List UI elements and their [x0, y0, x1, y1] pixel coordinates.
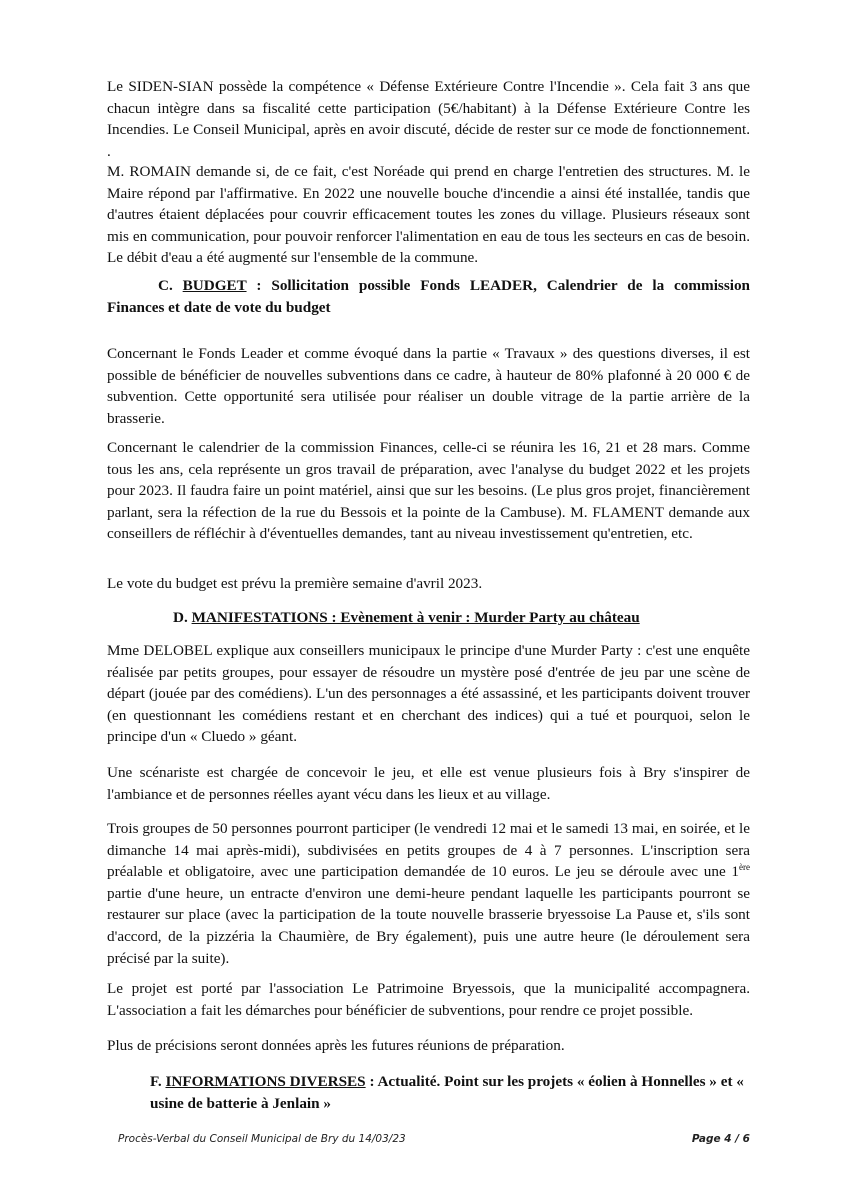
footer-page-number: Page 4 / 6 — [691, 1133, 750, 1145]
footer-document-title: Procès-Verbal du Conseil Municipal de Bry du 14/03/23 — [118, 1133, 406, 1145]
section-c-title-rest: : Sollicitation possible Fonds LEADER, Calendrier de la commission Finances et date de vote du budget — [107, 277, 750, 316]
section-f-title-underlined: INFORMATIONS DIVERSES — [165, 1073, 366, 1090]
section-d-paragraph-1: Mme DELOBEL explique aux conseillers municipaux le principe d'une Murder Party : c'est une enquête réalisée par petits groupes, pour essayer de résoudre un mystère posé d'entrée de jeu par une scène de départ (jouée par des comédiens). L'un des personnages a été assassiné, et les participants doivent trouver (en questionnant les comédiens restant et en cherchant des indices) qui a tué et pourquoi, selon le principe d'un « Cluedo » géant. — [107, 642, 750, 746]
intro-paragraph-1: Le SIDEN-SIAN possède la compétence « Défense Extérieure Contre l'Incendie ». Cela fait 3 ans que chacun intègre dans sa fiscalité cette participation (5€/habitant) à la Défense Extérieure Contre les Incendies. Le Conseil Municipal, après en avoir discuté, décide de rester sur ce mode de fonctionnement. . — [107, 78, 750, 160]
section-c-heading — [107, 275, 750, 318]
section-d-paragraph-4: Le projet est porté par l'association Le Patrimoine Bryessois, que la municipalité accompagnera. L'association a fait les démarches pour bénéficier de subventions, pour rendre ce projet possible. — [107, 980, 750, 1019]
section-d-paragraph-3 — [107, 818, 750, 969]
section-d-paragraph-5: Plus de précisions seront données après les futures réunions de préparation. — [107, 1037, 565, 1054]
section-c-title-underlined: BUDGET — [182, 277, 247, 294]
section-d-paragraph-3-a: Trois groupes de 50 personnes pourront participer (le vendredi 12 mai et le samedi 13 mai, en soirée, et le dimanche 14 mai après-midi), subdivisées en petits groupes de 4 à 7 personnes. L'inscription sera préalable et obligatoire, avec une participation demandée de 10 euros. Le jeu se déroule avec une 1 — [107, 820, 750, 881]
section-c-paragraph-2: Concernant le calendrier de la commission Finances, celle-ci se réunira les 16, 21 et 28 mars. Comme tous les ans, cela représente un gros travail de préparation, avec l'analyse du budget 2022 et les projets pour 2023. Il faudra faire un point matériel, ainsi que sur les besoins. (Le plus gros projet, financièrement parlant, sera la réfection de la rue du Bessois et la pointe de la Cambuse). M. FLAMENT demande aux conseillers de réfléchir à d'éventuelles demandes, tant au niveau investissement qu'entretien, etc. — [107, 439, 750, 543]
section-c-paragraph-1: Concernant le Fonds Leader et comme évoqué dans la partie « Travaux » des questions diverses, il est possible de bénéficier de nouvelles subventions dans ce cadre, à hauteur de 80% plafonné à 20 000 € de subvention. Cette opportunité sera utilisée pour réaliser un double vitrage de la partie arrière de la brasserie. — [107, 345, 750, 427]
section-f-title-rest: : Actualité. Point sur les projets « éolien à Honnelles » et « usine de batterie à Jenlain » — [150, 1073, 744, 1112]
section-d-heading — [107, 607, 750, 629]
section-d-prefix: D. — [173, 609, 192, 626]
section-f-heading — [150, 1071, 750, 1114]
section-d-title-underlined: MANIFESTATIONS : Evènement à venir : Murder Party au château — [191, 609, 640, 626]
section-c-prefix: C. — [158, 277, 183, 294]
section-d-paragraph-2: Une scénariste est chargée de concevoir le jeu, et elle est venue plusieurs fois à Bry s'inspirer de l'ambiance et de personnes réelles ayant vécu dans les lieux et au village. — [107, 764, 750, 803]
section-f-prefix: F. — [150, 1073, 166, 1090]
superscript-ere: ère — [739, 862, 750, 873]
intro-paragraph-2: M. ROMAIN demande si, de ce fait, c'est Noréade qui prend en charge l'entretien des structures. M. le Maire répond par l'affirmative. En 2022 une nouvelle bouche d'incendie a ainsi été installée, tandis que d'autres étaient déplacées pour couvrir efficacement toutes les zones du village. Plusieurs réseaux sont mis en communication, pour pouvoir renforcer l'alimentation en eau de tous les secteurs en cas de besoin. Le débit d'eau a été augmenté sur l'ensemble de la commune. — [107, 163, 750, 267]
section-c-paragraph-3: Le vote du budget est prévu la première semaine d'avril 2023. — [107, 575, 483, 592]
section-d-paragraph-3-b: partie d'une heure, un entracte d'environ une demi-heure pendant laquelle les participants pourront se restaurer sur place (avec la participation de la toute nouvelle brasserie bryessoise La Pause et, s'ils sont d'accord, de la pizzéria la Chaumière, de Bry également), puis une autre heure (le déroulement sera précisé par la suite). — [107, 884, 750, 967]
